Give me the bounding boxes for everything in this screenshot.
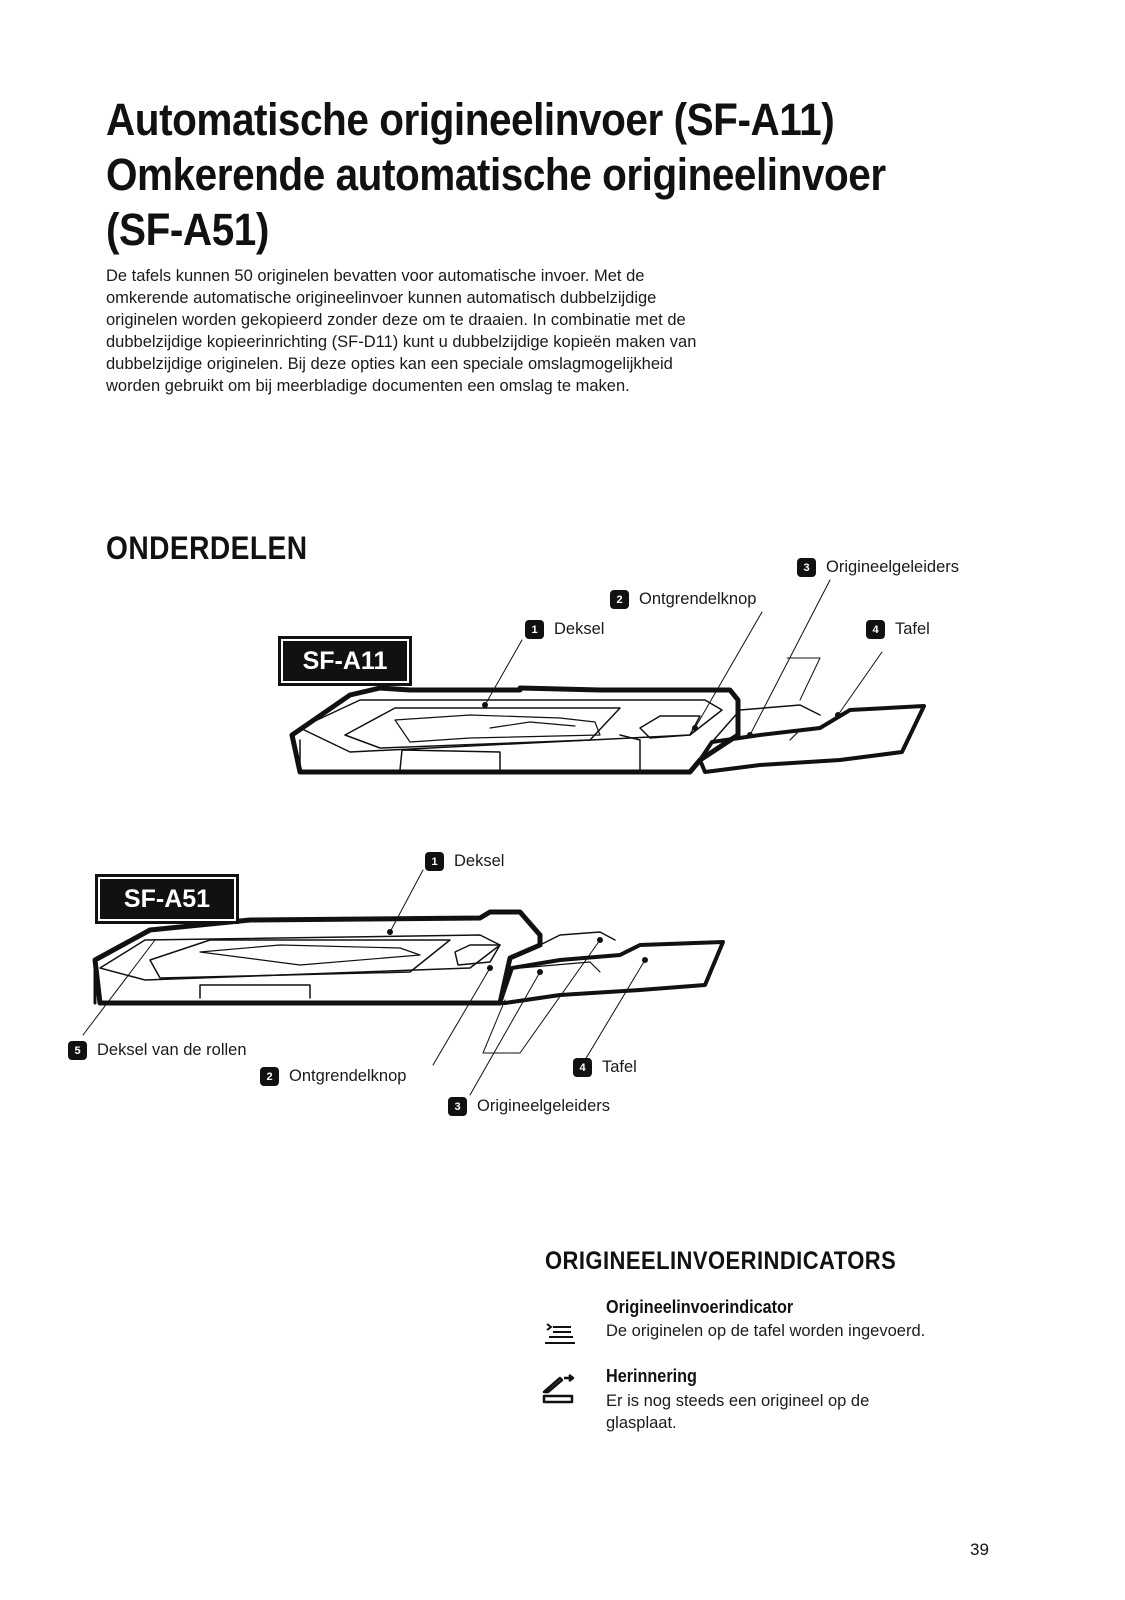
page-number: 39 xyxy=(970,1540,989,1559)
document-stack-icon xyxy=(543,1320,577,1346)
sfa11-label-deksel xyxy=(525,620,604,639)
indicators-heading: ORIGINEELINVOERINDICATORS xyxy=(545,1247,897,1275)
label-text: Ontgrendelknop xyxy=(289,1067,407,1085)
sfa11-label-tafel xyxy=(866,620,930,639)
number-marker-1: 1 xyxy=(425,852,444,871)
title-line-3: (SF-A51) xyxy=(106,204,269,255)
indicator-title-feed: Origineelinvoerindicator xyxy=(606,1297,794,1317)
number-marker-3: 3 xyxy=(448,1097,467,1116)
number-marker-1: 1 xyxy=(525,620,544,639)
label-text: Tafel xyxy=(602,1058,637,1076)
sfa51-label-deksel xyxy=(425,852,504,871)
number-marker-2: 2 xyxy=(610,590,629,609)
intro-paragraph: De tafels kunnen 50 originelen bevatten voor automatische invoer. Met de omkerende automatische origineelinvoer kunnen automatisch dubbelzijdige originelen worden gekopieerd zonder deze om te draaien. In combinatie met de dubbelzijdige kopieerinrichting (SF-D11) kunt u dubbelzijdige kopieën maken van dubbelzijdige originelen. Bij deze opties kan een speciale omslagmogelijkheid worden gebruikt om bij meerbladige documenten een omslag te maken. xyxy=(106,267,697,395)
sf-a51-badge: SF-A51 xyxy=(95,874,239,924)
label-text: Origineelgeleiders xyxy=(826,558,959,576)
number-marker-2: 2 xyxy=(260,1067,279,1086)
sfa11-label-ontgrendelknop xyxy=(610,590,756,609)
label-text: Deksel xyxy=(554,620,605,638)
number-marker-3: 3 xyxy=(797,558,816,577)
sfa51-label-ontgrendelknop xyxy=(260,1067,406,1086)
label-text: Deksel van de rollen xyxy=(97,1041,247,1059)
title-line-2: Omkerende automatische origineelinvoer xyxy=(106,149,886,200)
indicator-title-reminder: Herinnering xyxy=(606,1366,697,1386)
sfa11-label-origineelgeleiders xyxy=(797,558,959,577)
number-marker-4: 4 xyxy=(866,620,885,639)
sfa51-label-origineelgeleiders xyxy=(448,1097,610,1116)
indicator-text-reminder: Er is nog steeds een origineel op de glasplaat. xyxy=(606,1392,870,1432)
sfa51-label-tafel xyxy=(573,1058,637,1077)
number-marker-4: 4 xyxy=(573,1058,592,1077)
label-text: Deksel xyxy=(454,852,505,870)
number-marker-5: 5 xyxy=(68,1041,87,1060)
label-text: Ontgrendelknop xyxy=(639,590,757,608)
title-line-1: Automatische origineelinvoer (SF-A11) xyxy=(106,94,835,145)
sf-a11-badge: SF-A11 xyxy=(278,636,412,686)
label-text: Origineelgeleiders xyxy=(477,1097,610,1115)
reminder-icon xyxy=(540,1370,578,1404)
indicator-text-feed: De originelen op de tafel worden ingevoerd. xyxy=(606,1322,926,1340)
sfa51-label-deksel-van-de-rollen xyxy=(68,1041,247,1060)
label-text: Tafel xyxy=(895,620,930,638)
onderdelen-heading: ONDERDELEN xyxy=(106,530,308,566)
